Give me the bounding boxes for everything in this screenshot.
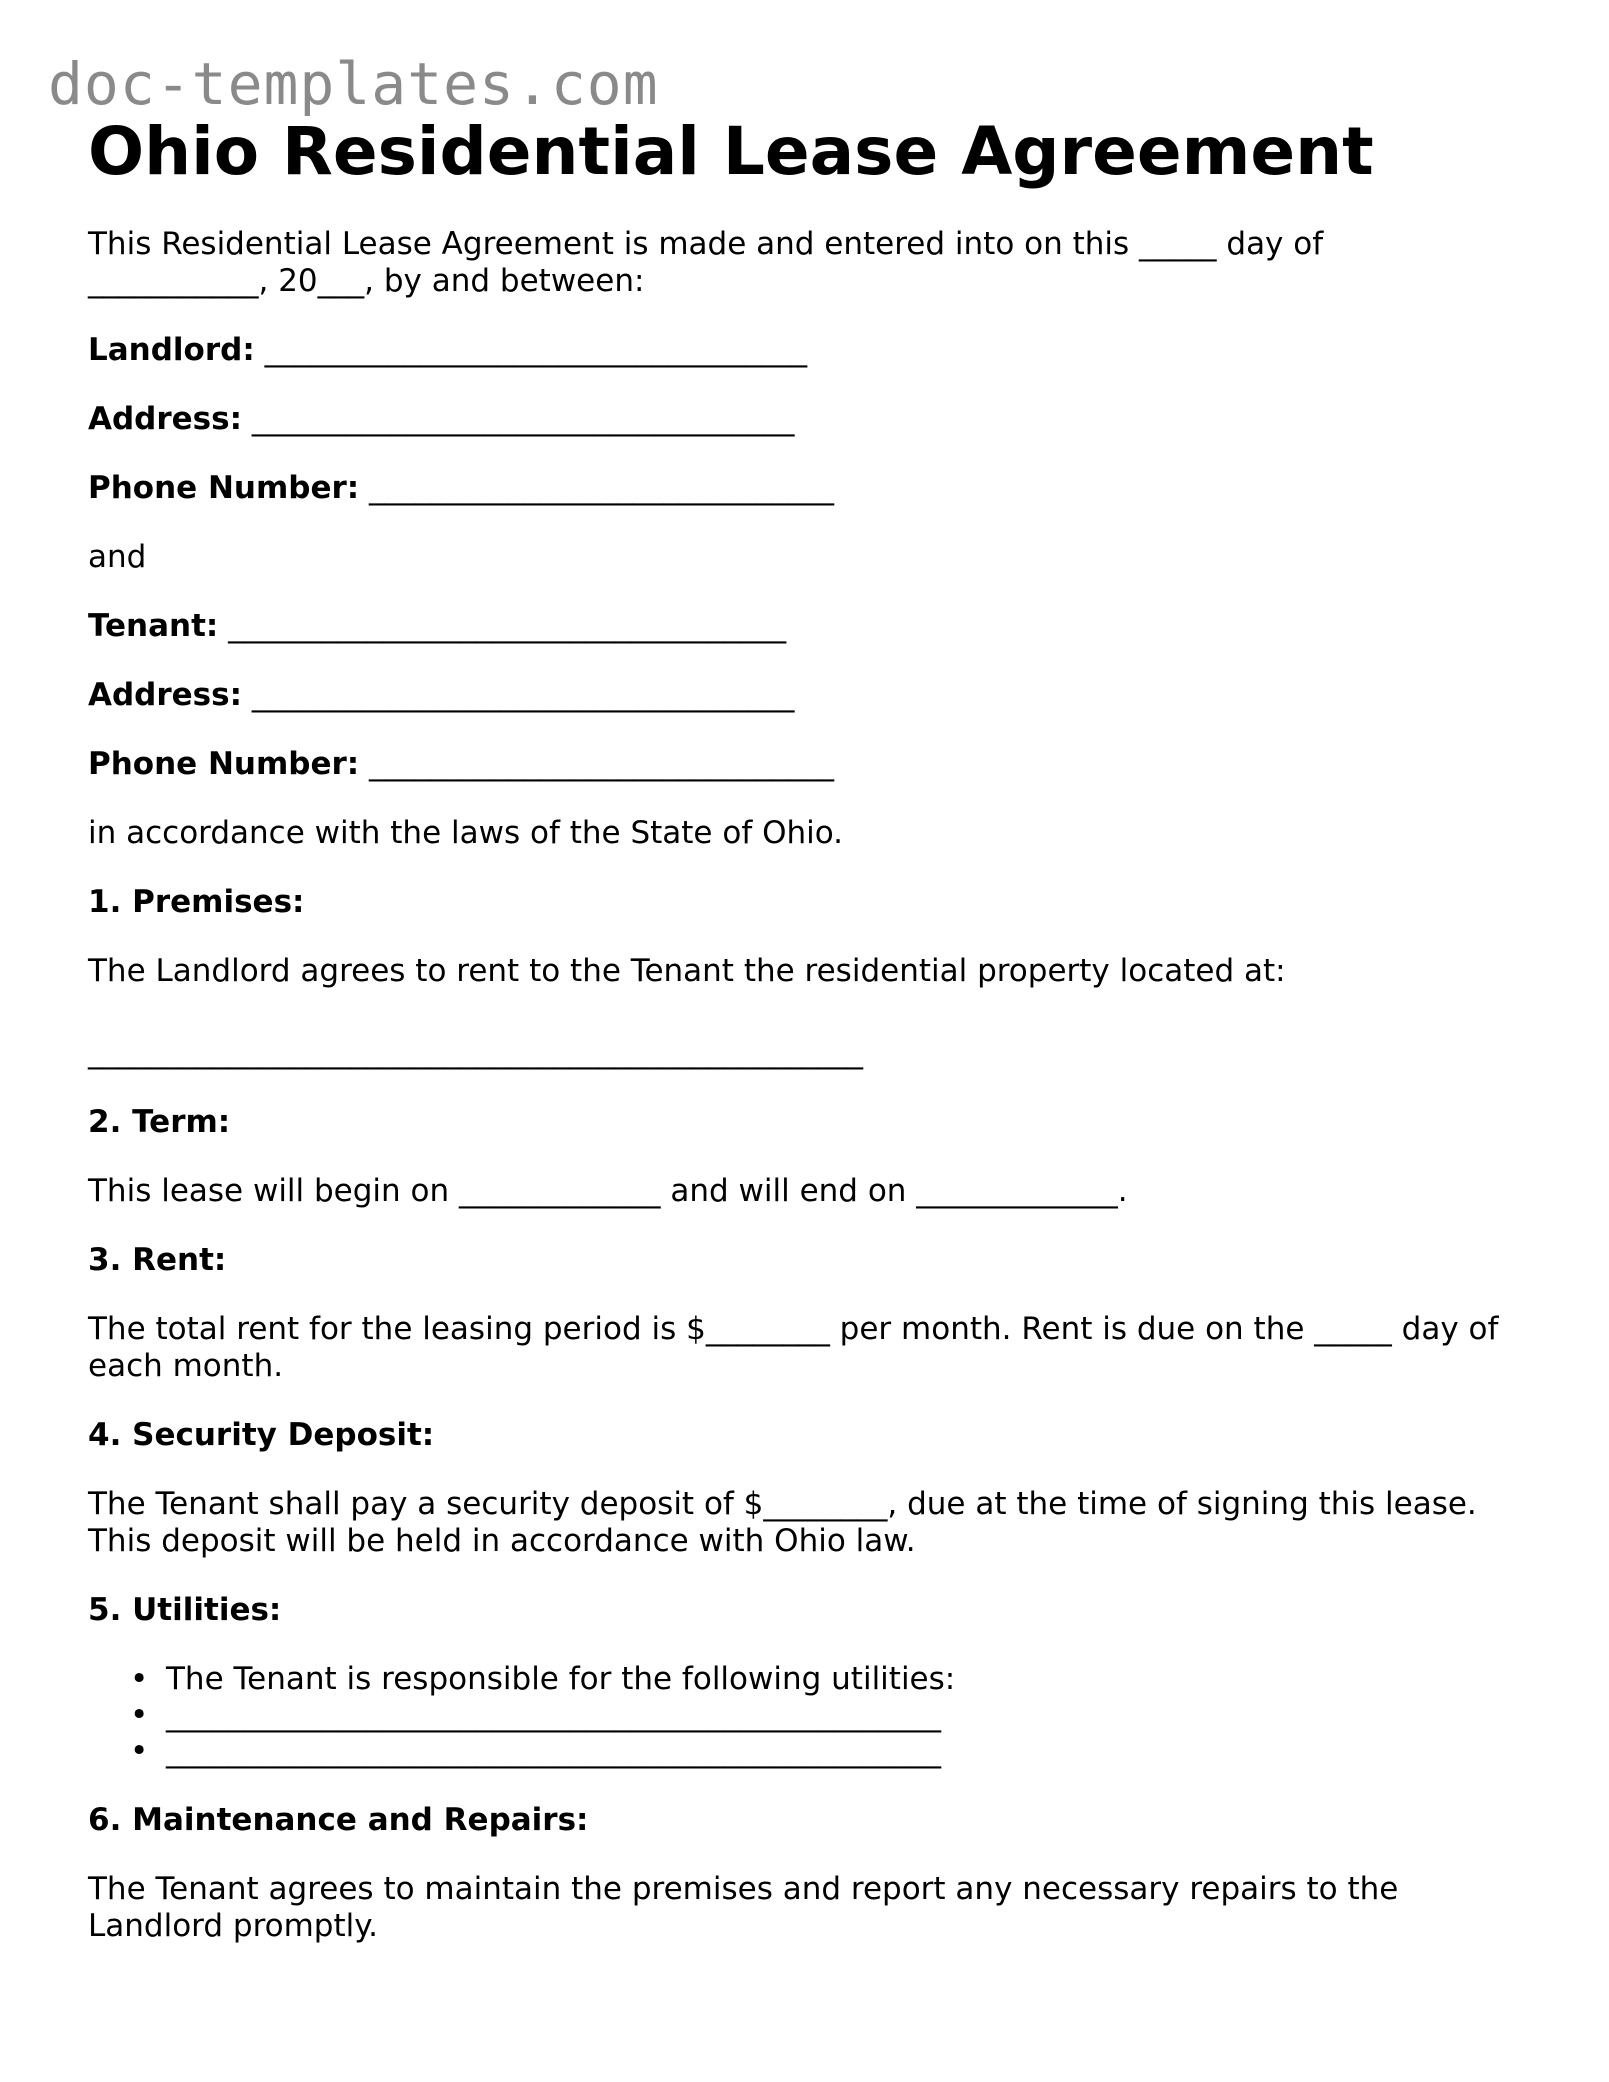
maintenance-line-1: The Tenant agrees to maintain the premises and report any necessary repairs to the [88, 1871, 1399, 1907]
list-item [88, 1697, 1528, 1734]
tenant-phone-field [88, 746, 1528, 783]
lease-document [88, 112, 1528, 1945]
watermark: doc-templates.com [48, 50, 659, 118]
intro-paragraph [88, 226, 1528, 300]
list-item [88, 1733, 1528, 1770]
deposit-heading: 4. Security Deposit: [88, 1417, 435, 1453]
landlord-address-label: Address: [88, 401, 242, 437]
intro-line-1: This Residential Lease Agreement is made and entered into on this _____ day of [88, 226, 1324, 262]
landlord-address-field [88, 401, 1528, 438]
term-heading: 2. Term: [88, 1104, 231, 1140]
tenant-name-field [88, 608, 1528, 645]
utilities-list [88, 1661, 1528, 1770]
premises-address-blank[interactable]: __________________________________________________ [88, 1034, 863, 1070]
document-title: Ohio Residential Lease Agreement [88, 113, 1374, 190]
accordance-text: in accordance with the laws of the State of Ohio. [88, 815, 844, 851]
landlord-phone-label: Phone Number: [88, 470, 360, 506]
utilities-heading: 5. Utilities: [88, 1592, 282, 1628]
rent-heading: 3. Rent: [88, 1242, 227, 1278]
maintenance-heading: 6. Maintenance and Repairs: [88, 1802, 589, 1838]
tenant-address-field [88, 677, 1528, 714]
tenant-address-blank[interactable]: ___________________________________ [242, 677, 795, 713]
intro-line-2: ___________, 20___, by and between: [88, 263, 645, 299]
bullet-icon: • [130, 1733, 149, 1769]
landlord-name-blank[interactable]: ___________________________________ [254, 332, 808, 368]
rent-line-1: The total rent for the leasing period is $________ per month. Rent is due on the _____ day of [88, 1311, 1499, 1347]
deposit-line-1: The Tenant shall pay a security deposit of $________, due at the time of signing this lease. [88, 1486, 1477, 1522]
tenant-name-blank[interactable]: ____________________________________ [218, 608, 787, 644]
premises-heading: 1. Premises: [88, 884, 305, 920]
tenant-phone-label: Phone Number: [88, 746, 360, 782]
maintenance-paragraph [88, 1871, 1528, 1945]
and-text: and [88, 539, 147, 575]
tenant-address-label: Address: [88, 677, 242, 713]
landlord-phone-blank[interactable]: ______________________________ [359, 470, 835, 506]
landlord-phone-field [88, 470, 1528, 507]
tenant-name-label: Tenant: [88, 608, 219, 644]
landlord-name-field [88, 332, 1528, 369]
list-item [88, 1661, 1528, 1698]
rent-paragraph [88, 1311, 1528, 1385]
utilities-blank-1[interactable]: __________________________________________________ [166, 1697, 941, 1733]
premises-text: The Landlord agrees to rent to the Tenant the residential property located at: [88, 953, 1286, 989]
utilities-blank-2[interactable]: __________________________________________________ [166, 1733, 941, 1769]
rent-line-2: each month. [88, 1348, 284, 1384]
tenant-phone-blank[interactable]: ______________________________ [359, 746, 835, 782]
deposit-line-2: This deposit will be held in accordance with Ohio law. [88, 1523, 916, 1559]
bullet-icon: • [130, 1697, 149, 1733]
bullet-icon: • [130, 1661, 149, 1697]
utilities-item-text: The Tenant is responsible for the following utilities: [166, 1661, 956, 1697]
maintenance-line-2: Landlord promptly. [88, 1908, 379, 1944]
term-text: This lease will begin on _____________ and will end on _____________. [88, 1173, 1128, 1209]
landlord-name-label: Landlord: [88, 332, 255, 368]
landlord-address-blank[interactable]: ___________________________________ [242, 401, 795, 437]
deposit-paragraph [88, 1486, 1528, 1560]
